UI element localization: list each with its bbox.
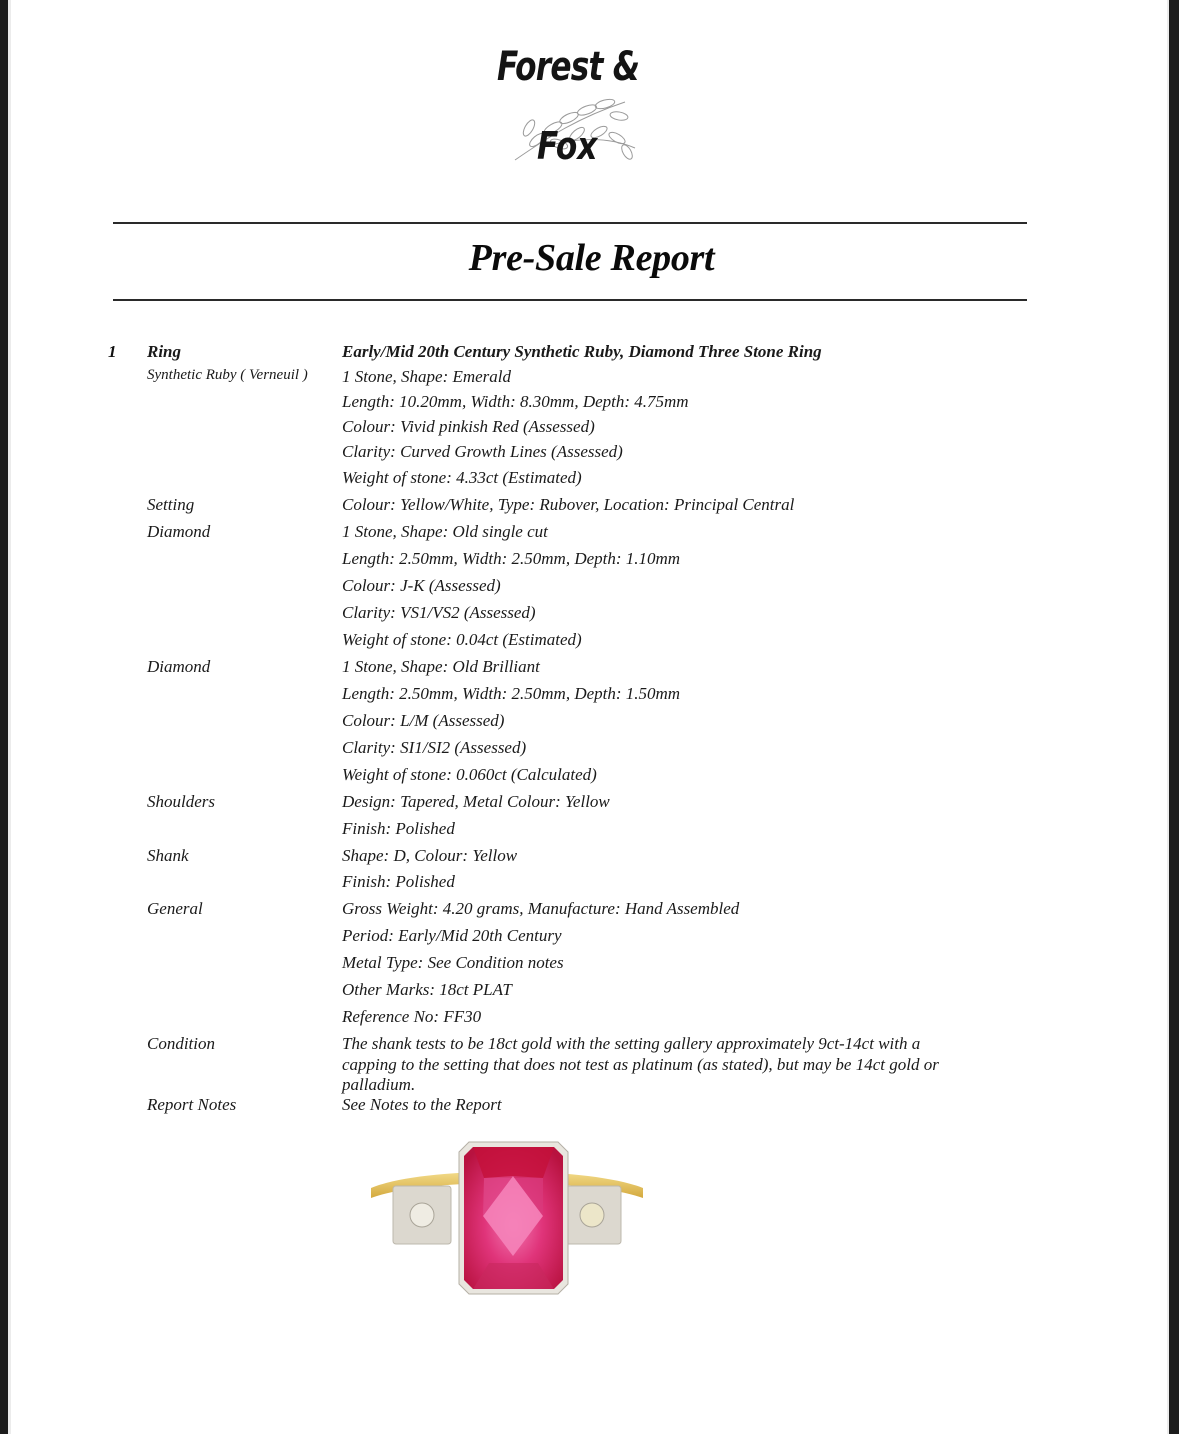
section-label-general: General xyxy=(147,899,203,918)
ruby-dimensions: Length: 10.20mm, Width: 8.30mm, Depth: 4.75mm xyxy=(342,392,689,411)
page-title: Pre-Sale Report xyxy=(468,237,715,279)
logo-text-forest: Forest & xyxy=(497,44,640,90)
shank-finish: Finish: Polished xyxy=(342,872,455,891)
section-label-condition: Condition xyxy=(147,1034,216,1053)
section-label-diamond-2: Diamond xyxy=(147,657,211,676)
diamond-1-weight: Weight of stone: 0.04ct (Estimated) xyxy=(342,630,582,649)
diamond-1-dimensions: Length: 2.50mm, Width: 2.50mm, Depth: 1.10mm xyxy=(342,549,681,568)
report-page xyxy=(8,0,1169,1434)
setting-details: Colour: Yellow/White, Type: Rubover, Location: Principal Central xyxy=(342,495,795,514)
diamond-2-weight: Weight of stone: 0.060ct (Calculated) xyxy=(342,765,597,784)
shoulders-finish: Finish: Polished xyxy=(342,819,455,838)
general-weight: Gross Weight: 4.20 grams, Manufacture: Hand Assembled xyxy=(342,899,740,918)
lot-category: Ring xyxy=(147,342,182,361)
lot-heading: Early/Mid 20th Century Synthetic Ruby, Diamond Three Stone Ring xyxy=(342,342,822,361)
divider-top xyxy=(113,222,1027,224)
report-notes-link: See Notes to the Report xyxy=(342,1095,502,1114)
section-label-shoulders: Shoulders xyxy=(147,792,215,811)
diamond-2-dimensions: Length: 2.50mm, Width: 2.50mm, Depth: 1.50mm xyxy=(342,684,681,703)
condition-notes: The shank tests to be 18ct gold with the setting gallery approximately 9ct-14ct with a capping to the setting that does not test as platinum (as stated), but may be 14ct gold or palladium. xyxy=(342,1034,939,1094)
logo-text-fox: Fox xyxy=(537,124,598,168)
brand-logo xyxy=(489,40,649,175)
diamond-2-clarity: Clarity: SI1/SI2 (Assessed) xyxy=(342,738,527,757)
diamond-2-shape: 1 Stone, Shape: Old Brilliant xyxy=(342,657,540,676)
diamond-2-colour: Colour: L/M (Assessed) xyxy=(342,711,505,730)
general-other-marks: Other Marks: 18ct PLAT xyxy=(342,980,512,999)
general-period: Period: Early/Mid 20th Century xyxy=(342,926,562,945)
ruby-stone-shape: 1 Stone, Shape: Emerald xyxy=(342,367,512,386)
diamond-1-shape: 1 Stone, Shape: Old single cut xyxy=(342,522,548,541)
divider-bottom xyxy=(113,299,1027,301)
ring-photo xyxy=(363,1138,648,1298)
general-reference: Reference No: FF30 xyxy=(342,1007,482,1026)
ruby-colour: Colour: Vivid pinkish Red (Assessed) xyxy=(342,417,595,436)
section-label-synthetic-ruby: Synthetic Ruby ( Verneuil ) xyxy=(147,367,308,383)
shoulders-design: Design: Tapered, Metal Colour: Yellow xyxy=(342,792,610,811)
section-label-shank: Shank xyxy=(147,846,189,865)
section-label-report-notes: Report Notes xyxy=(147,1095,237,1114)
diamond-1-clarity: Clarity: VS1/VS2 (Assessed) xyxy=(342,603,536,622)
ruby-weight: Weight of stone: 4.33ct (Estimated) xyxy=(342,468,582,487)
section-label-diamond-1: Diamond xyxy=(147,522,211,541)
lot-number: 1 xyxy=(108,342,117,361)
shank-shape: Shape: D, Colour: Yellow xyxy=(342,846,518,865)
diamond-1-colour: Colour: J-K (Assessed) xyxy=(342,576,501,595)
section-label-setting: Setting xyxy=(147,495,195,514)
general-metal-type: Metal Type: See Condition notes xyxy=(342,953,564,972)
ruby-clarity: Clarity: Curved Growth Lines (Assessed) xyxy=(342,442,623,461)
